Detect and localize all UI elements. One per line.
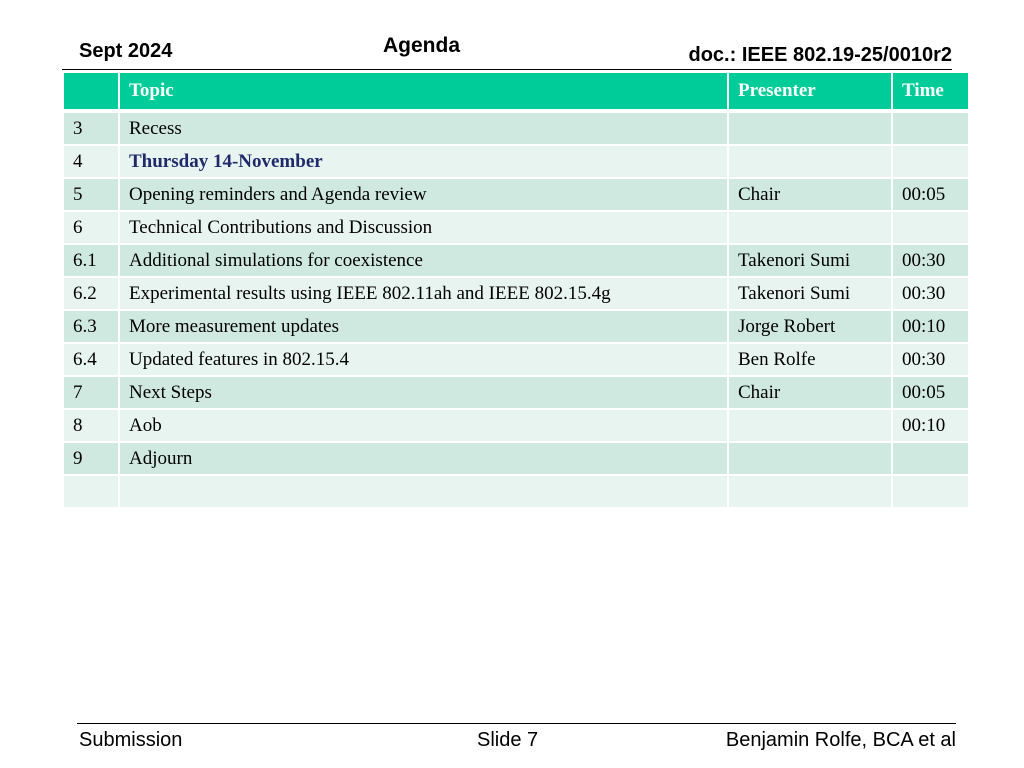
item-number: 8 — [63, 409, 119, 442]
item-topic: Next Steps — [119, 376, 728, 409]
item-number: 3 — [63, 111, 119, 145]
item-number: 6.2 — [63, 277, 119, 310]
item-presenter — [728, 145, 892, 178]
item-number: 5 — [63, 178, 119, 211]
footer-author: Benjamin Rolfe, BCA et al — [725, 729, 956, 751]
item-topic: Adjourn — [119, 442, 728, 475]
item-number: 6 — [63, 211, 119, 244]
footer-submission: Submission — [79, 729, 183, 751]
document-number: doc.: IEEE 802.19-25/0010r2 — [688, 44, 952, 66]
item-topic-day-heading: Thursday 14-November — [119, 145, 728, 178]
item-topic: Technical Contributions and Discussion — [119, 211, 728, 244]
header-date: Sept 2024 — [79, 40, 173, 62]
item-number: 6.3 — [63, 310, 119, 343]
item-number: 7 — [63, 376, 119, 409]
item-topic: Updated features in 802.15.4 — [119, 343, 728, 376]
item-time: 00:30 — [892, 277, 969, 310]
item-topic: Additional simulations for coexistence — [119, 244, 728, 277]
item-presenter — [728, 111, 892, 145]
item-time: 00:05 — [892, 178, 969, 211]
item-presenter: Chair — [728, 178, 892, 211]
table-row — [63, 178, 969, 211]
table-row — [63, 211, 969, 244]
item-topic: Aob — [119, 409, 728, 442]
item-topic: Opening reminders and Agenda review — [119, 178, 728, 211]
agenda-table — [62, 71, 970, 509]
item-time: 00:30 — [892, 244, 969, 277]
table-row — [63, 409, 969, 442]
item-number: 4 — [63, 145, 119, 178]
item-presenter — [728, 442, 892, 475]
agenda-table-body — [63, 111, 969, 508]
item-presenter: Takenori Sumi — [728, 277, 892, 310]
item-time: 00:05 — [892, 376, 969, 409]
slide-number: Slide 7 — [477, 729, 539, 751]
item-time: 00:10 — [892, 409, 969, 442]
item-time — [892, 111, 969, 145]
item-number — [63, 475, 119, 508]
item-number: 6.4 — [63, 343, 119, 376]
slide-title: Agenda — [383, 34, 461, 57]
item-topic: Experimental results using IEEE 802.11ah and IEEE 802.15.4g — [119, 277, 728, 310]
item-time — [892, 475, 969, 508]
item-number: 9 — [63, 442, 119, 475]
table-row — [63, 277, 969, 310]
item-presenter: Chair — [728, 376, 892, 409]
column-header-number — [63, 72, 119, 111]
table-row — [63, 343, 969, 376]
column-header-time: Time — [892, 72, 969, 111]
table-row — [63, 376, 969, 409]
header-divider — [62, 69, 952, 70]
item-topic: More measurement updates — [119, 310, 728, 343]
item-topic — [119, 475, 728, 508]
item-presenter — [728, 409, 892, 442]
agenda-table-header — [63, 72, 969, 111]
table-row — [63, 111, 969, 145]
column-header-presenter: Presenter — [728, 72, 892, 111]
item-number: 6.1 — [63, 244, 119, 277]
item-time — [892, 442, 969, 475]
item-topic: Recess — [119, 111, 728, 145]
table-row — [63, 145, 969, 178]
item-time: 00:30 — [892, 343, 969, 376]
footer-divider — [77, 723, 956, 724]
table-row — [63, 310, 969, 343]
item-presenter: Ben Rolfe — [728, 343, 892, 376]
item-presenter: Takenori Sumi — [728, 244, 892, 277]
item-presenter — [728, 475, 892, 508]
item-time: 00:10 — [892, 310, 969, 343]
table-row — [63, 442, 969, 475]
table-row-empty — [63, 475, 969, 508]
item-presenter: Jorge Robert — [728, 310, 892, 343]
table-header-row — [63, 72, 969, 111]
item-time — [892, 145, 969, 178]
column-header-topic: Topic — [119, 72, 728, 111]
item-time — [892, 211, 969, 244]
table-row — [63, 244, 969, 277]
item-presenter — [728, 211, 892, 244]
